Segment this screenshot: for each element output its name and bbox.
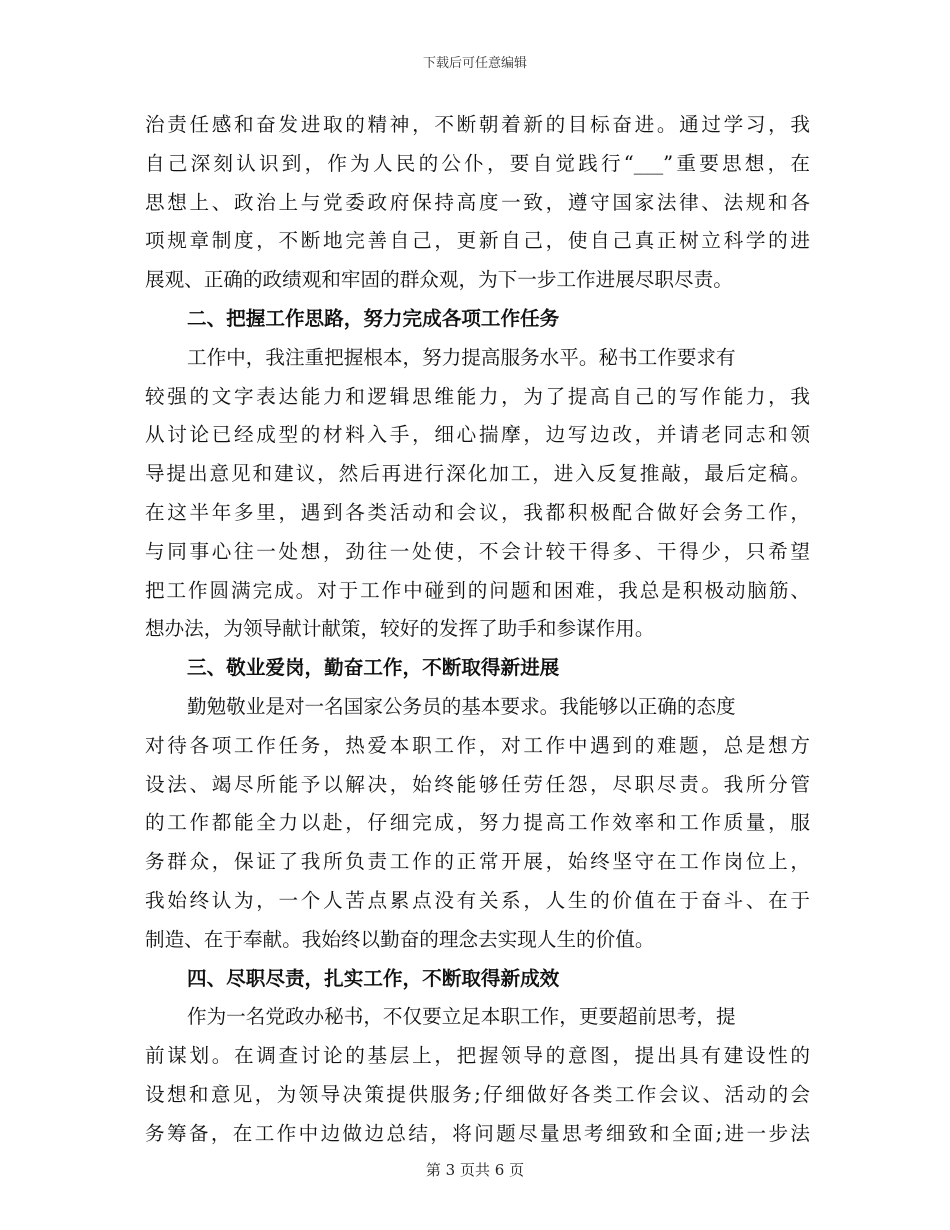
paragraph-line: 治责任感和奋发进取的精神，不断朝着新的目标奋进。通过学习，我 [145,113,810,136]
paragraph-line: 想办法，为领导献计献策，较好的发挥了助手和参谋作用。 [145,617,655,641]
paragraph-line: 我始终认为，一个人苦点累点没有关系，人生的价值在于奋斗、在于 [145,888,810,912]
paragraph-line: 展观、正确的政绩观和牢固的群众观，为下一步工作进展尽职尽责。 [145,268,733,292]
section-heading: 二、把握工作思路，努力完成各项工作任务 [187,306,560,330]
section-heading: 三、敬业爱岗，勤奋工作，不断取得新进展 [187,656,560,680]
page-header: 下载后可任意编辑 [422,56,527,71]
paragraph-line: 对待各项工作任务，热爱本职工作，对工作中遇到的难题，总是想方 [145,733,810,757]
paragraph-line: 务群众，保证了我所负责工作的正常开展，始终坚守在工作岗位上， [145,850,810,874]
paragraph-line: 把工作圆满完成。对于工作中碰到的问题和困难，我总是积极动脑筋、 [145,578,810,602]
paragraph-line: 设想和意见，为领导决策提供服务;仔细做好各类工作会议、活动的会 [145,1082,810,1106]
paragraph-line: 较强的文字表达能力和逻辑思维能力，为了提高自己的写作能力，我 [145,384,810,408]
paragraph-line: 与同事心往一处想，劲往一处使，不会计较干得多、干得少，只希望 [145,539,810,563]
document-body [145,106,810,1154]
paragraph-line: 导提出意见和建议，然后再进行深化加工，进入反复推敲，最后定稿。 [145,462,810,486]
paragraph-line: 务筹备，在工作中边做边总结，将问题尽量思考细致和全面;进一步法 [145,1121,810,1145]
paragraph-line: 制造、在于奉献。我始终以勤奋的理念去实现人生的价值。 [145,927,655,951]
paragraph-line: 设法、竭尽所能予以解决，始终能够任劳任怨，尽职尽责。我所分管 [145,772,810,796]
paragraph-line: 勤勉敬业是对一名国家公务员的基本要求。我能够以正确的态度 [187,694,736,718]
paragraph-line: 自己深刻认识到，作为人民的公仆，要自觉践行“___”重要思想，在 [145,151,810,175]
paragraph-line: 项规章制度，不断地完善自己，更新自己，使自己真正树立科学的进 [145,229,810,253]
paragraph-line: 作为一名党政办秘书，不仅要立足本职工作，更要超前思考，提 [187,1005,736,1029]
paragraph-line: 前谋划。在调查讨论的基层上，把握领导的意图，提出具有建设性的 [145,1044,810,1068]
paragraph-line: 的工作都能全力以赴，仔细完成，努力提高工作效率和工作质量，服 [145,811,810,835]
paragraph-line: 思想上、政治上与党委政府保持高度一致，遵守国家法律、法规和各 [145,190,810,214]
paragraph-line: 工作中，我注重把握根本，努力提高服务水平。秘书工作要求有 [187,345,736,369]
page-footer: 第 3 页共 6 页 [425,1161,525,1179]
section-heading: 四、尽职尽责，扎实工作，不断取得新成效 [187,966,560,990]
paragraph-line: 从讨论已经成型的材料入手，细心揣摩，边写边改，并请老同志和领 [145,423,810,447]
paragraph-line: 在这半年多里，遇到各类活动和会议，我都积极配合做好会务工作， [145,500,810,524]
